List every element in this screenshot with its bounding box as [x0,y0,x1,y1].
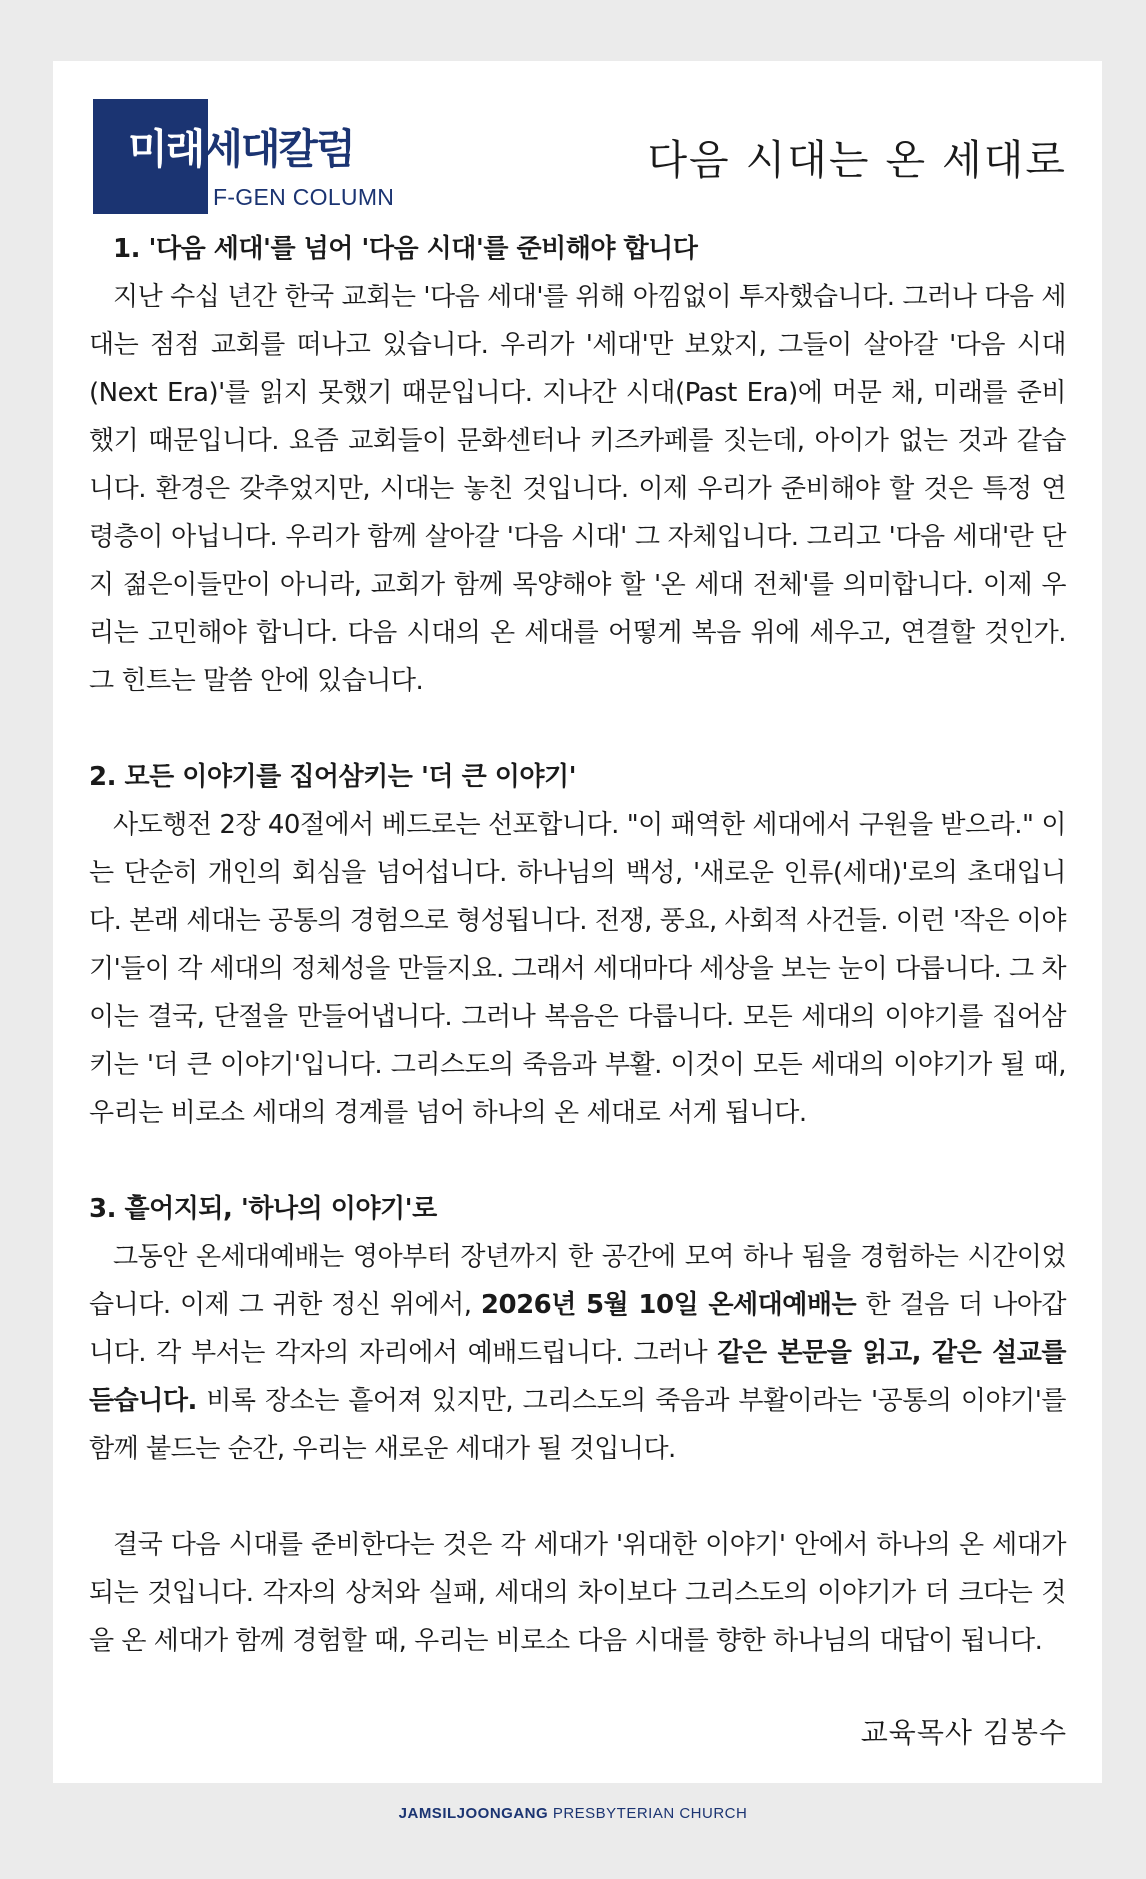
section-3-text-c: 비록 장소는 흩어져 있지만, 그리스도의 죽음과 부활이라는 '공통의 이야기'를 함께 붙드는 순간, 우리는 새로운 세대가 될 것입니다. [89,1386,1066,1464]
column-title: 다음 시대는 온 세대로 [647,136,1067,184]
logo-subtitle: F-GEN COLUMN [213,184,395,210]
footer-church-name: JAMSILJOONGANG [398,1805,549,1822]
footer-church-suffix: PRESBYTERIAN CHURCH [548,1805,748,1822]
section-3-text-a: 그동안 온세대예배는 영아부터 장년까지 한 공간에 모여 하나 됨을 경험하는 시간이었습니다. 이제 그 귀한 정신 위에서, [89,1242,1066,1320]
section-1-heading: 1. '다음 세대'를 넘어 '다음 시대'를 준비해야 합니다 [113,234,698,264]
section-1-body: 지난 수십 년간 한국 교회는 '다음 세대'를 위해 아낌없이 투자했습니다. 그러나 다음 세대는 점점 교회를 떠나고 있습니다. 우리가 '세대'만 보았지, 그들이 살아갈 '다음 시대(Next Era)'를 읽지 못했기 때문입니다. 지나간 시대(Past Era)에 머문 채, 미래를 준비했기 때문입니다. 요즘 교회들이 문화센터나 키즈카페를 짓는데, 아이가 없는 것과 같습니다. 환경은 갖추었지만, 시대는 놓친 것입니다. 이제 우리가 준비해야 할 것은 특정 연령층이 아닙니다. 우리가 함께 살아갈 '다음 시대' 그 자체입니다. 그리고 '다음 세대'란 단지 젊은이들만이 아니라, 교회가 함께 목양해야 할 '온 세대 전체'를 의미합니다. 이제 우리는 고민해야 합니다. 다음 시대의 온 세대를 어떻게 복음 위에 세우고, 연결할 것인가. 그 힌트는 말씀 안에 있습니다. [89,282,1066,696]
column-body [89,225,1066,1665]
section-2-heading: 2. 모든 이야기를 집어삼키는 '더 큰 이야기' [89,762,577,792]
section-3-body [89,1233,1066,1473]
section-3-heading: 3. 흩어지되, '하나의 이야기'로 [89,1194,437,1224]
logo-title-part2: 세대칼럼 [203,125,354,173]
section-2-body: 사도행전 2장 40절에서 베드로는 선포합니다. "이 패역한 세대에서 구원을 받으라." 이는 단순히 개인의 회심을 넘어섭니다. 하나님의 백성, '새로운 인류(세대)'로의 초대입니다. 본래 세대는 공통의 경험으로 형성됩니다. 전쟁, 풍요, 사회적 사건들. 이런 '작은 이야기'들이 각 세대의 정체성을 만들지요. 그래서 세대마다 세상을 보는 눈이 다릅니다. 그 차이는 결국, 단절을 만들어냅니다. 그러나 복음은 다릅니다. 모든 세대의 이야기를 집어삼키는 '더 큰 이야기'입니다. 그리스도의 죽음과 부활. 이것이 모든 세대의 이야기가 될 때, 우리는 비로소 세대의 경계를 넘어 하나의 온 세대로 서게 됩니다. [89,810,1066,1128]
column-card [53,61,1102,1783]
section-3-bold-sermon: 같은 본문을 읽고, 같은 설교를 듣습니다. [89,1338,1067,1416]
logo-title-part1: 미래 [128,125,204,173]
author-signature: 교육목사 김봉수 [860,1716,1067,1749]
section-3-bold-date: 2026년 5월 10일 온세대예배는 [480,1290,857,1320]
conclusion-paragraph: 결국 다음 시대를 준비한다는 것은 각 세대가 '위대한 이야기' 안에서 하나의 온 세대가 되는 것입니다. 각자의 상처와 실패, 세대의 차이보다 그리스도의 이야기가 더 크다는 것을 온 세대가 함께 경험할 때, 우리는 비로소 다음 시대를 향한 하나님의 대답이 됩니다. [89,1530,1066,1656]
logo-title [128,125,354,173]
section-3-text-b: 한 걸음 더 나아갑니다. 각 부서는 각자의 자리에서 예배드립니다. 그러나 [89,1290,1066,1368]
church-footer [0,1805,1146,1822]
